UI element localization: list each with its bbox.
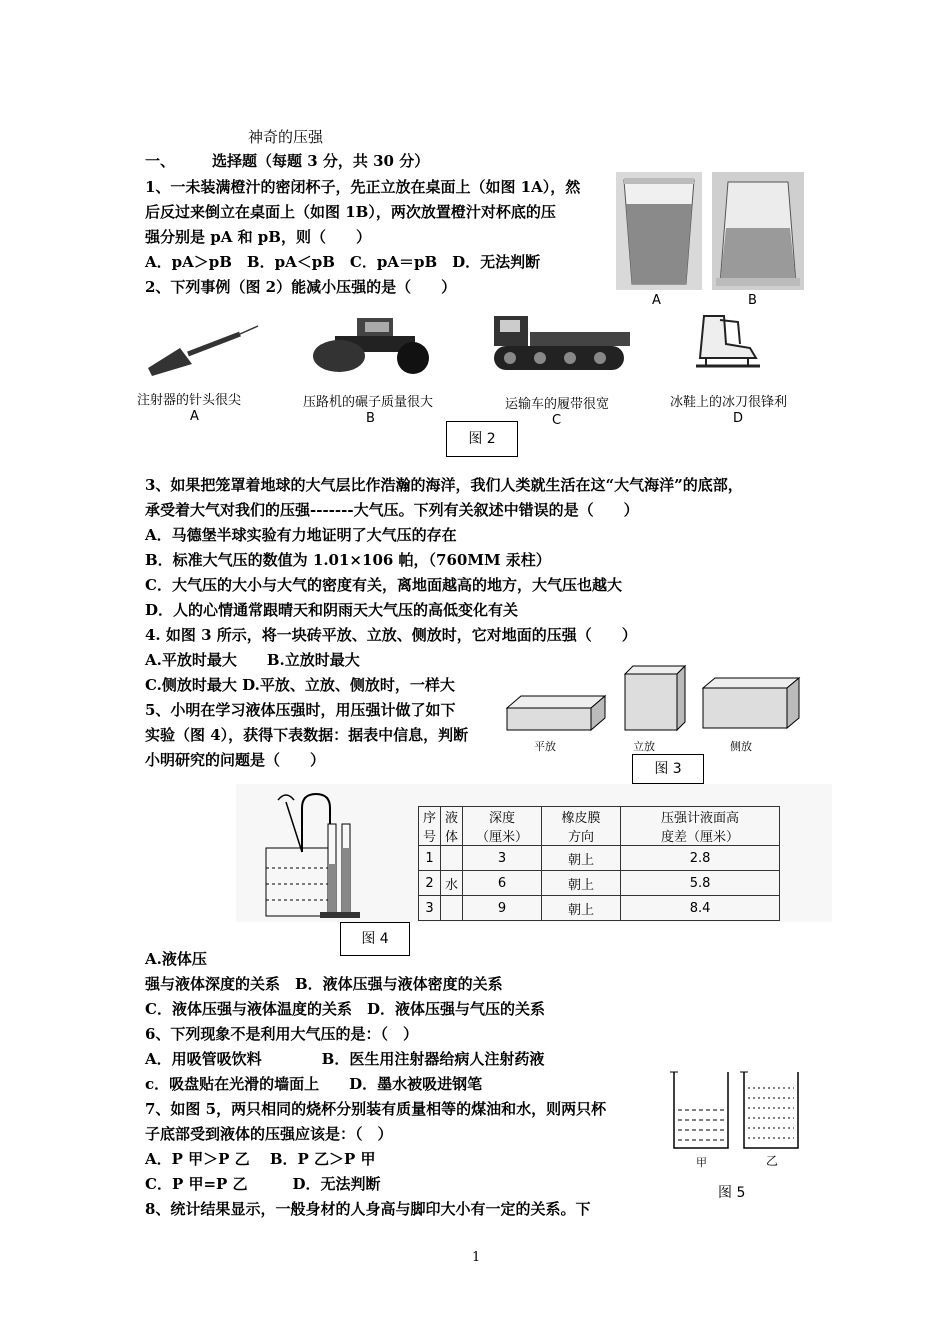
q4-line-3: C.侧放时最大 D.平放、立放、侧放时，一样大 [145,676,455,694]
beakers-image [668,1070,808,1152]
fig3-caption-side: 侧放 [730,740,752,753]
q3-option-b: B．标准大气压的数值为 1.01×106 帕，（760MM 汞柱） [145,551,551,569]
q5-line-3: 小明研究的问题是（ ） [145,751,326,769]
q7-option-c-d: C．P 甲=P 乙 D．无法判断 [145,1175,381,1193]
table-row: 2 水 6 朝上 5.8 [419,871,780,896]
fig5-caption-jia: 甲 [696,1156,707,1169]
figure-2-truck [490,310,635,384]
figure-3 [505,660,805,744]
q3-option-a: A．马德堡半球实验有力地证明了大气压的存在 [145,526,457,544]
road-roller-icon [305,312,440,377]
pressure-data-table [418,806,780,921]
q1-line-3: 强分别是 pA 和 pB，则（ ） [145,228,371,246]
fig2-caption-a: 注射器的针头很尖 [137,393,242,408]
table-header-liquid: 液 体 [441,807,463,846]
q5-line-2: 实验（图 4），获得下表数据：据表中信息，判断 [145,726,469,744]
fig5-label: 图 5 [718,1185,746,1201]
q8-line-1: 8、统计结果显示，一般身材的人身高与脚印大小有一定的关系。下 [145,1200,591,1218]
bricks-image [505,660,805,740]
table-header-membrane: 橡皮膜 方向 [542,807,621,846]
q2-question: 2、下列事例（图 2）能减小压强的是（ ） [145,278,457,296]
fig2-letter-d: D [733,411,744,426]
fig2-caption-c: 运输车的履带很宽 [505,397,610,412]
q7-option-a-b: A．P 甲＞P 乙 B．P 乙＞P 甲 [145,1150,376,1168]
tracked-truck-icon [490,310,635,380]
table-row: 3 9 朝上 8.4 [419,896,780,921]
fig3-caption-standing: 立放 [633,740,655,753]
fig2-label: 图 2 [446,421,518,457]
q4-line-2: A.平放时最大 B.立放时最大 [145,651,360,669]
q3-option-d: D．人的心情通常跟晴天和阴雨天大气压的高低变化有关 [145,601,519,619]
q5-option-c-d: C．液体压强与液体温度的关系 D．液体压强与气压的关系 [145,1000,545,1018]
table-header-depth: 深度 （厘米） [463,807,542,846]
page-title: 神奇的压强 [248,128,324,146]
fig2-caption-b: 压路机的碾子质量很大 [303,395,434,410]
q5-line-1: 5、小明在学习液体压强时，用压强计做了如下 [145,701,456,719]
q6-option-a-b: A．用吸管吸饮料 B．医生用注射器给病人注射药液 [145,1050,545,1068]
table-header-height-diff: 压强计液面高 度差（厘米） [621,807,780,846]
juice-cups-image [616,172,808,294]
fig2-caption-d: 冰鞋上的冰刀很锋利 [670,395,788,410]
fig2-letter-c: C [552,413,562,428]
fig3-label: 图 3 [632,754,704,784]
figure-2-roller [305,312,440,381]
pressure-gauge-apparatus [258,788,408,920]
q7-line-1: 7、如图 5，两只相同的烧杯分别装有质量相等的煤油和水，则两只杯 [145,1100,607,1118]
syringe-icon [140,320,265,380]
fig2-letter-a: A [190,409,199,424]
q7-line-2: 子底部受到液体的压强应该是：（ ） [145,1125,393,1143]
section-number: 一、 [145,152,176,170]
q4-line-1: 4. 如图 3 所示，将一块砖平放、立放、侧放时，它对地面的压强（ ） [145,626,637,644]
q5-option-a: A.液体压 [145,950,207,968]
fig5-caption-yi: 乙 [766,1154,779,1168]
section-heading: 选择题（每题 3 分，共 30 分） [212,152,430,170]
fig3-caption-flat: 平放 [534,740,556,753]
figure-2-skates [690,310,770,379]
figure-4 [236,784,832,922]
q6-line-1: 6、下列现象不是利用大气压的是：（ ） [145,1025,418,1043]
table-row: 1 3 朝上 2.8 [419,846,780,871]
q3-line-2: 承受着大气对我们的压强-------大气压。下列有关叙述中错误的是（ ） [145,501,639,519]
q1-line-2: 后反过来倒立在桌面上（如图 1B），两次放置橙汁对杯底的压 [145,203,556,221]
q3-line-1: 3、如果把笼罩着地球的大气层比作浩瀚的海洋，我们人类就生活在这“大气海洋”的底部， [145,476,743,494]
fig1-label-a: A [652,293,661,308]
ice-skate-icon [690,310,770,375]
figure-1 [616,172,808,294]
q5-option-a-b: 强与液体深度的关系 B．液体压强与液体密度的关系 [145,975,503,993]
q3-option-c: C．大气压的大小与大气的密度有关，离地面越高的地方，大气压也越大 [145,576,622,594]
page-number: 1 [472,1250,481,1265]
fig1-label-b: B [748,293,757,308]
q1-options: A．pA＞pB B．pA＜pB C．pA＝pB D．无法判断 [145,253,541,271]
table-header-index: 序 号 [419,807,441,846]
fig4-label: 图 4 [340,922,410,956]
q1-line-1: 1、一未装满橙汁的密闭杯子，先正立放在桌面上（如图 1A），然 [145,178,581,196]
figure-2-syringe [140,320,265,384]
fig2-letter-b: B [366,411,375,426]
q6-option-c-d: c．吸盘贴在光滑的墙面上 D．墨水被吸进钢笔 [145,1075,483,1093]
figure-5 [668,1070,808,1156]
